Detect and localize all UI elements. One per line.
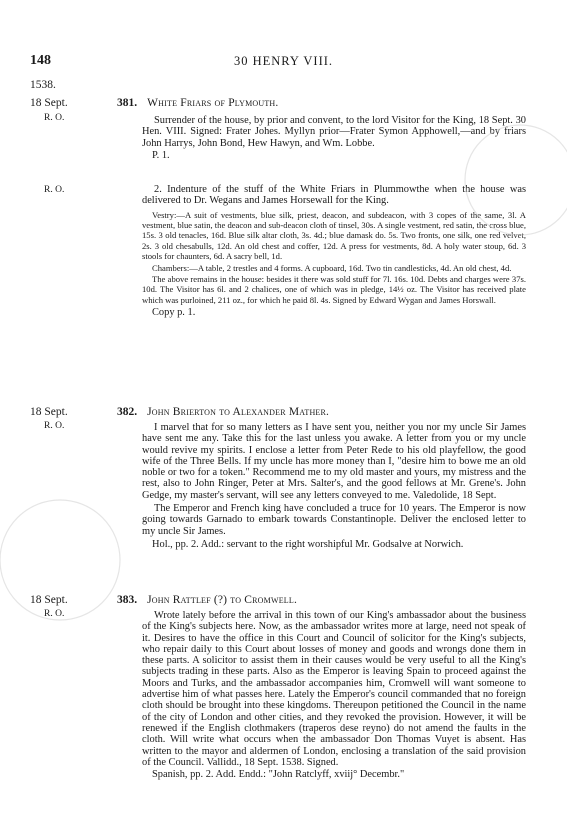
entry-381-indenture <box>142 184 526 319</box>
indenture-vestry: Vestry:—A suit of vestments, blue silk, priest, deacon, and subdeacon, with 3 copes of the same, 3l. A vestment, blue satin, the deacon and sub-deacon cloth of tinsel, 30s. A single vestment, red satin, the cross blue, 15s. 3 old tenacles, 16d. Blue silk altar cloth, 3s. 4d.; blue damask do. 5s. Two fronts, one silk, one red velvet, 2s. 3 old chesabulls, 12d. An old chest and coffer, 12d. A press for vestments, 8d. A holy water stoup, 6d. 3 stools for chaunters, 6d. A sacry bell, 1d. <box>142 209 527 262</box>
page-number: 148 <box>30 53 51 68</box>
entry-383-note: Spanish, pp. 2. Add. Endd.: "John Ratclyff, xviij° Decembr." <box>152 769 405 781</box>
entry-382-text <box>142 422 526 550</box>
indenture-lead: 2. Indenture of the stuff of the White Friars in Plummowthe when the house was delivered to Dr. Wegans and James Horsewall for the King. <box>142 184 526 207</box>
entry-383-text <box>142 610 526 780</box>
indenture-chambers: Chambers:—A table, 2 trestles and 4 forms. A cupboard, 16d. Two tin candlesticks, 4d. An old chest, 4d. <box>152 262 512 273</box>
entry-381-number: 381. <box>117 97 138 109</box>
entry-381-body: Surrender of the house, by prior and convent, to the lord Visitor for the King, 18 Sept. 30 Hen. VIII. Signed: Frater Johes. Myllyn prior—Frater Symon Apphowell,—and by friars John Harrys, John Bond, Hew Hawyn, and Wm. Lobbe. <box>142 115 526 149</box>
page-header <box>0 53 567 73</box>
entry-383-title: John Rattlef (?) to Cromwell. <box>147 594 298 606</box>
entry-382-number: 382. <box>117 406 138 418</box>
entry-383-date: 18 Sept. <box>30 594 68 606</box>
entry-381-note: P. 1. <box>152 149 170 161</box>
entry-382-postscript: The Emperor and French king have concluded a truce for 10 years. The Emperor is now going towards Garnado to embark towards Constantinople. Deliver the enclosed letter to my uncle Sir James. <box>142 503 526 537</box>
entry-382-title: John Brierton to Alexander Mather. <box>147 406 330 418</box>
entry-383-body: Wrote lately before the arrival in this town of our King's ambassador about the business of the King's subjects here. Now, as the ambassador writes more at large, need not speak of it. Desires to have the office in this Court and Council of solicitor for the King's subjects, who repair daily to this Court about losses of money and goods and wrongs done them in these parts. A solicitor to assist them in their causes would be very useful to all the King's subjects trading in these parts. Also as the Emperor is leaving Spain to proceed against the Moors and Turks, and the ambassador accompanies him, Cromwell will want someone to advertise him of what passes here. Lately the Emperor's council commanded that no foreign cloth should be brought into these kingdoms. Thereupon petitioned the Council in the name of the city of London and other cities, and they revoked the provision. However, it will be renewed if the English clothmakers (traperos dese reyno) do not amend the faults in the cloth. Will write what occurs when the ambassador Don Thomas Vuyet is absent. Has written to the mayor and aldermen of London, enclosing a translation of the said provision of the Council. Vallidd., 18 Sept. 1538. Signed. <box>142 610 526 768</box>
entry-383 <box>117 594 526 606</box>
entry-382-body: I marvel that for so many letters as I have sent you, neither you nor my uncle Sir James have sent me any. Take this for the last unless you awake. A letter from you or my uncle would revive my spirits. I enclose a letter from Peter Rede to his old playfellow, the good wife of the Three Bells. If my uncle has more money than I, "desire him to bowe me an old noble or two for a token." Recommend me to my old master and yours, my mistress and the rest, also to John Ringer, Peter at Mrs. Salter's, and the good fellows at Mr. Grene's. John Gedge, my master's servant, will see any letters conveyed to me. Valedolide, 18 Sept. <box>142 422 526 501</box>
entry-381-date: 18 Sept. <box>30 97 68 109</box>
entry-381-title: White Friars of Plymouth. <box>147 97 279 109</box>
entry-381 <box>117 97 526 109</box>
year-label: 1538. <box>30 79 56 91</box>
indenture-remains: The above remains in the house: besides it there was sold stuff for 7l. 16s. 10d. Debts and charges were 37s. 10d. The Visitor has 6l. and 2 chalices, one of which was in pledge, 14½ oz. The Visitor has received plate which was purloined, 211 oz., for which he paid 8l. 4s. Signed by Edward Wygan and James Horswall. <box>142 274 526 305</box>
entry-381-text <box>142 113 526 161</box>
entry-381-heading <box>117 97 526 109</box>
entry-383-heading <box>117 594 526 606</box>
entry-381-source: R. O. <box>44 113 65 123</box>
indenture-note: Copy p. 1. <box>152 307 196 319</box>
entry-382-note: Hol., pp. 2. Add.: servant to the right worshipful Mr. Godsalve at Norwich. <box>152 538 464 550</box>
entry-383-number: 383. <box>117 594 138 606</box>
entry-383-source: R. O. <box>44 609 65 619</box>
entry-382-date: 18 Sept. <box>30 406 68 418</box>
entry-381b-source: R. O. <box>44 185 65 195</box>
running-title: 30 HENRY VIII. <box>233 54 334 68</box>
entry-382-heading <box>117 406 526 418</box>
entry-382-source: R. O. <box>44 421 65 431</box>
entry-382 <box>117 406 526 418</box>
